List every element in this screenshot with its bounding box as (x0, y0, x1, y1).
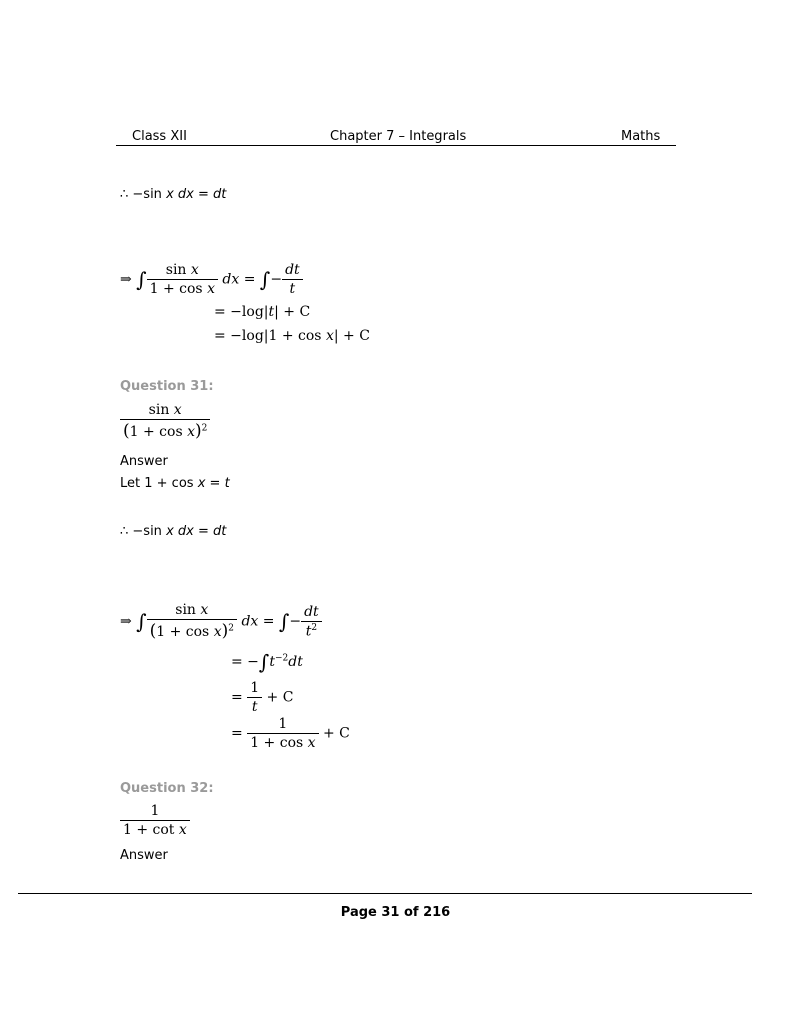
question-31-heading: Question 31: (120, 379, 214, 394)
header-subject: Maths (621, 129, 661, 144)
q32-answer-label: Answer (120, 848, 168, 863)
q31-integrand: $\frac{\text{sin x}}{(1 + \cos x)^2}$ (120, 402, 210, 441)
eq31-line2: = $-\int t^{-2}dt$ (231, 650, 303, 674)
eq30-line1: ⇒ ∫ $\frac{\text{sin x}}{\text{1 + cos x}}$ dx = ∫− $\frac{dt}{t}$ (120, 262, 303, 297)
eq30-line3: = −log|1 + cos x| + C (214, 328, 370, 344)
eq30-line2: = −log|t| + C (214, 304, 311, 320)
header-rule (116, 145, 676, 146)
therefore-line-1: ∴ −sin x dx = dt (120, 187, 227, 202)
therefore-line-2: ∴ −sin x dx = dt (120, 524, 227, 539)
page-number: Page 31 of 216 (340, 905, 451, 920)
header-chapter: Chapter 7 – Integrals (330, 129, 467, 144)
question-32-heading: Question 32: (120, 781, 214, 796)
header-class: Class XII (132, 129, 187, 144)
q31-let-line: Let 1 + cos x = t (120, 476, 230, 491)
eq31-line4: = $\frac{1}{\text{1 + cos x}}$ + C (231, 716, 350, 751)
eq31-line1: ⇒ ∫ $\frac{\text{sin x}}{(1 + \cos x)^2}$ dx = ∫− $\frac{dt}{t^2}$ (120, 602, 322, 641)
eq31-line3: = $\frac{1}{t}$ + C (231, 680, 294, 715)
q31-answer-label: Answer (120, 454, 168, 469)
q32-integrand: $\frac{1}{\text{1 + cot x}}$ (120, 803, 190, 838)
footer-rule (18, 893, 752, 894)
